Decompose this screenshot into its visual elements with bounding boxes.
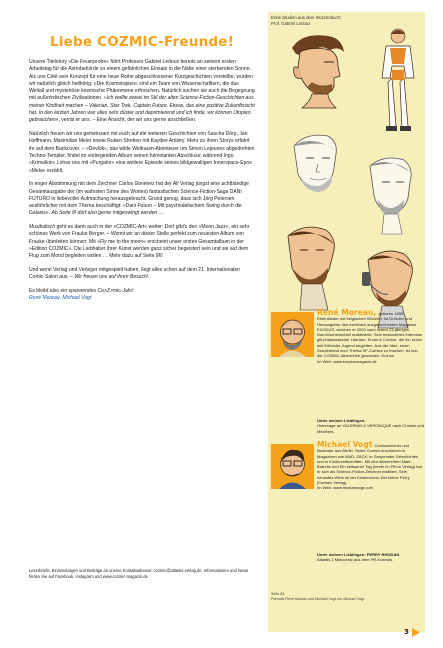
sidebar — [268, 12, 425, 632]
image-credit — [271, 592, 364, 601]
paragraph-5 — [29, 267, 255, 282]
paragraph-1 — [29, 59, 255, 125]
favorites-michael-vogt — [317, 552, 424, 563]
signature: René Moreau, Michael Vogt — [29, 295, 92, 302]
sketch-full-figure — [372, 26, 424, 134]
author-bio: Comiczeichner und Illustrator aus Berlin. Seine Comics erschienen in Magazinen wie MAD, ZACK, in Gespenster Geschichten und in Kinderzeitschriften. Mit den Albenreihen Mark Brandis und Ein seltsamer Tag (beide im Pinnn Verlag) hat er sich als Science-Fiction-Zeichner etabliert. Sein neuestes Werk ist der Kindercomic Der kleine Perry (Carlsen Verlag). — [317, 443, 422, 486]
paragraph-4-lead: Musikalisch — [29, 224, 56, 231]
sketch-caption-line-1: Erste Studien aus dem Skizzenbuch: — [271, 15, 342, 20]
paragraph-3-italic: Ab Seite 9! dürf also gerne mitgeswingt werden … — [51, 210, 164, 217]
paragraph-1-quote: Ich wollte etwas im Stil der alten Science-Fiction-Geschichten aus meiner Kindheit machen – Valerian, Star Trek, Captain Future. Etwas, das eine positive Zukunftssicht hat. In den letzten Jahren war alles sehr düster und deprimierend und ich finde, wir können Utopien gebrauchen — [29, 95, 255, 124]
sketch-head-profile — [272, 28, 368, 110]
paragraph-3-text: In enger Abstimmung mit dem Zeichner Carlos Giménez hat der All Verlag jüngst eine achtbändige Gesamtausgabe der (im wahrsten Sinne des Wortes) fantastischen Science-Fiction-Saga DANI FUTURO in liebevoller Aufmachung herausgebracht. Grund genug, dass sich Jörg Petersen ausführlicher mit dem Thema beschäftigt: »Dani Futuro – Mit psychedelischem Swing durch die Galaxis«. — [29, 181, 249, 217]
portrait-michael-vogt — [271, 444, 314, 489]
sketch-caption-line-2: Prof. Gabriel Ledoux — [271, 20, 311, 26]
author-web: Im Web: www.exodusmagazin.de — [317, 358, 377, 364]
credit-line-2: Portraits René Moreau und Michael Vogt von Michael Vogt — [271, 596, 365, 601]
author-bio: geboren 1955, Rheinländer mit belgischen Wurzeln, ist Gründer und Herausgeber des mehrfach ausgezeichneten Magazins EXODUS, welches er 2003 nach einem 23-jährigen Dornröschenschlaf reaktivierte. Sein besonderes Interesse gilt phantastischer Literatur, Kunst & Comics, die ihn schon seit frühester Jugend begleiten. Aus der Idee, einen Sonderband zum Thema SF-Comics zu machen, ist nun die COZMIC-Albenreihe geworden. Gut so! — [317, 311, 423, 359]
favorites-label: Unter meinen Lieblingen: PERRY RHODAN — [317, 552, 400, 557]
paragraph-4 — [29, 224, 255, 260]
paragraph-2-text: Natürlich freuen wir uns gemeinsam mit euch auf die weiteren Geschichten von Sascha Dörp, Jan Hoffmann, Maximilian Meier sowie Ruben Stretton mit Kaydee Artistry. Mehr zu ihren Storys erfahrt ihr auf dem Backcover. – »Devlok«, das wilde Weltraum-Abenteuer um Simon Lejeunes abgedrehten Techno-Templer, findet im vorliegenden Album seinen fulminanten Abschluss; während Ingo »Krimalkin« Lohse uns mit »Purgator« eine weitere Episode seines bildgewaltigen Innerspace-Epos »Mela« erzählt. — [29, 131, 255, 174]
paragraph-4-text: geht es dann auch in der »COZMIC-Art« weiter: Dort gibt's den »Moon Jazz«, ein sehr schönes Werk von Frauke Berger. – Womit wir an dieser Stelle perfekt zum neuesten Album von Frauke überleiten können: Mit »Fly me to the moon« erscheint unser erstes Gesamtalbum in der »Edition COZMIC«. Die Liebhaber ihrer Kunst werden ganz sicher begeistert sein und sie auf dem Flug zum Mond begleiten wollen … Mehr dazu auf Seite 96! — [29, 224, 250, 260]
page-number: 3 — [404, 628, 409, 636]
paragraph-2 — [29, 131, 255, 175]
editorial-title: Liebe COZMIC-Freunde! — [50, 34, 234, 50]
credit-line-1: Seite 63: — [271, 592, 286, 596]
author-rene-moreau — [271, 310, 424, 440]
paragraph-1-tail: «, verrät er uns. – Eine Ansicht, der wir uns gerne anschließen. — [55, 117, 197, 124]
sketch-color-head — [272, 220, 350, 312]
favorites-text: Atlantis 2 Minicomic aus dem PR-Kosmos. — [317, 557, 394, 563]
author-name: René Moreau, — [317, 308, 377, 317]
paragraph-5-text: Und wenn Verlag und Verleger mitgespielt haben, liegt alles schon auf dem 21. Internationalen Comic-Salon aus. – — [29, 266, 240, 281]
paragraph-1-text: Unsere Titelstory »Die Feuerprobe« führt Professor Gabriel Ledoux bereits an seinem ersten Arbeitstag für die Astrobehörde zu einem gefährlichen Einsatz in die Nähe einer sterbenden Sonne. Als uns Cété sein Konzept für eine neue Reihe abgeschlossener Kurzgeschichten vorstellte, wurden wir natürlich gleich hellhörig: »Die Kosmotopien« sind ein Team von Wissenschaftlern, die das Weltall und mysteriöse kosmische Phänomene erforschen. Natürlich suchen sie auch die Begegnung mit außerirdischen Zivilisationen. » — [29, 59, 255, 102]
paragraph-3 — [29, 181, 255, 217]
favorites-label: Unter meinen Lieblingen: — [317, 418, 366, 423]
colophon: Leserbriefe, Einsendungen und Beiträge an unsere Kontaktadresse: cozmic@atlantis-verlag.de. Informationen und News finden Sie auf Facebook, Instagram und www.cozmic-magazin.de — [29, 568, 249, 579]
editorial-column — [29, 34, 255, 309]
sketch-pencil-head-2 — [356, 152, 422, 236]
portrait-rene-moreau — [271, 312, 314, 357]
author-web: Im Web: www.michaelvogt.com — [317, 485, 374, 491]
bio-rene-moreau — [317, 310, 424, 364]
sketch-caption — [271, 15, 341, 26]
closing-line: Es bleibt also ein spannendes Co>Z>mic-Jahr! — [29, 287, 134, 294]
paragraph-5-italic: Wir freuen uns auf Ihren Besuch! — [74, 274, 149, 281]
page-arrow-icon — [412, 628, 420, 637]
sketch-pencil-head — [276, 128, 354, 206]
favorites-text: Hommage an VALERIAN & VERONIQUE nach Christin und Mézières. — [317, 423, 424, 434]
bio-michael-vogt — [317, 442, 424, 491]
favorites-rene-moreau — [317, 418, 424, 434]
author-name: Michael Vogt — [317, 440, 373, 449]
author-michael-vogt — [271, 442, 424, 582]
